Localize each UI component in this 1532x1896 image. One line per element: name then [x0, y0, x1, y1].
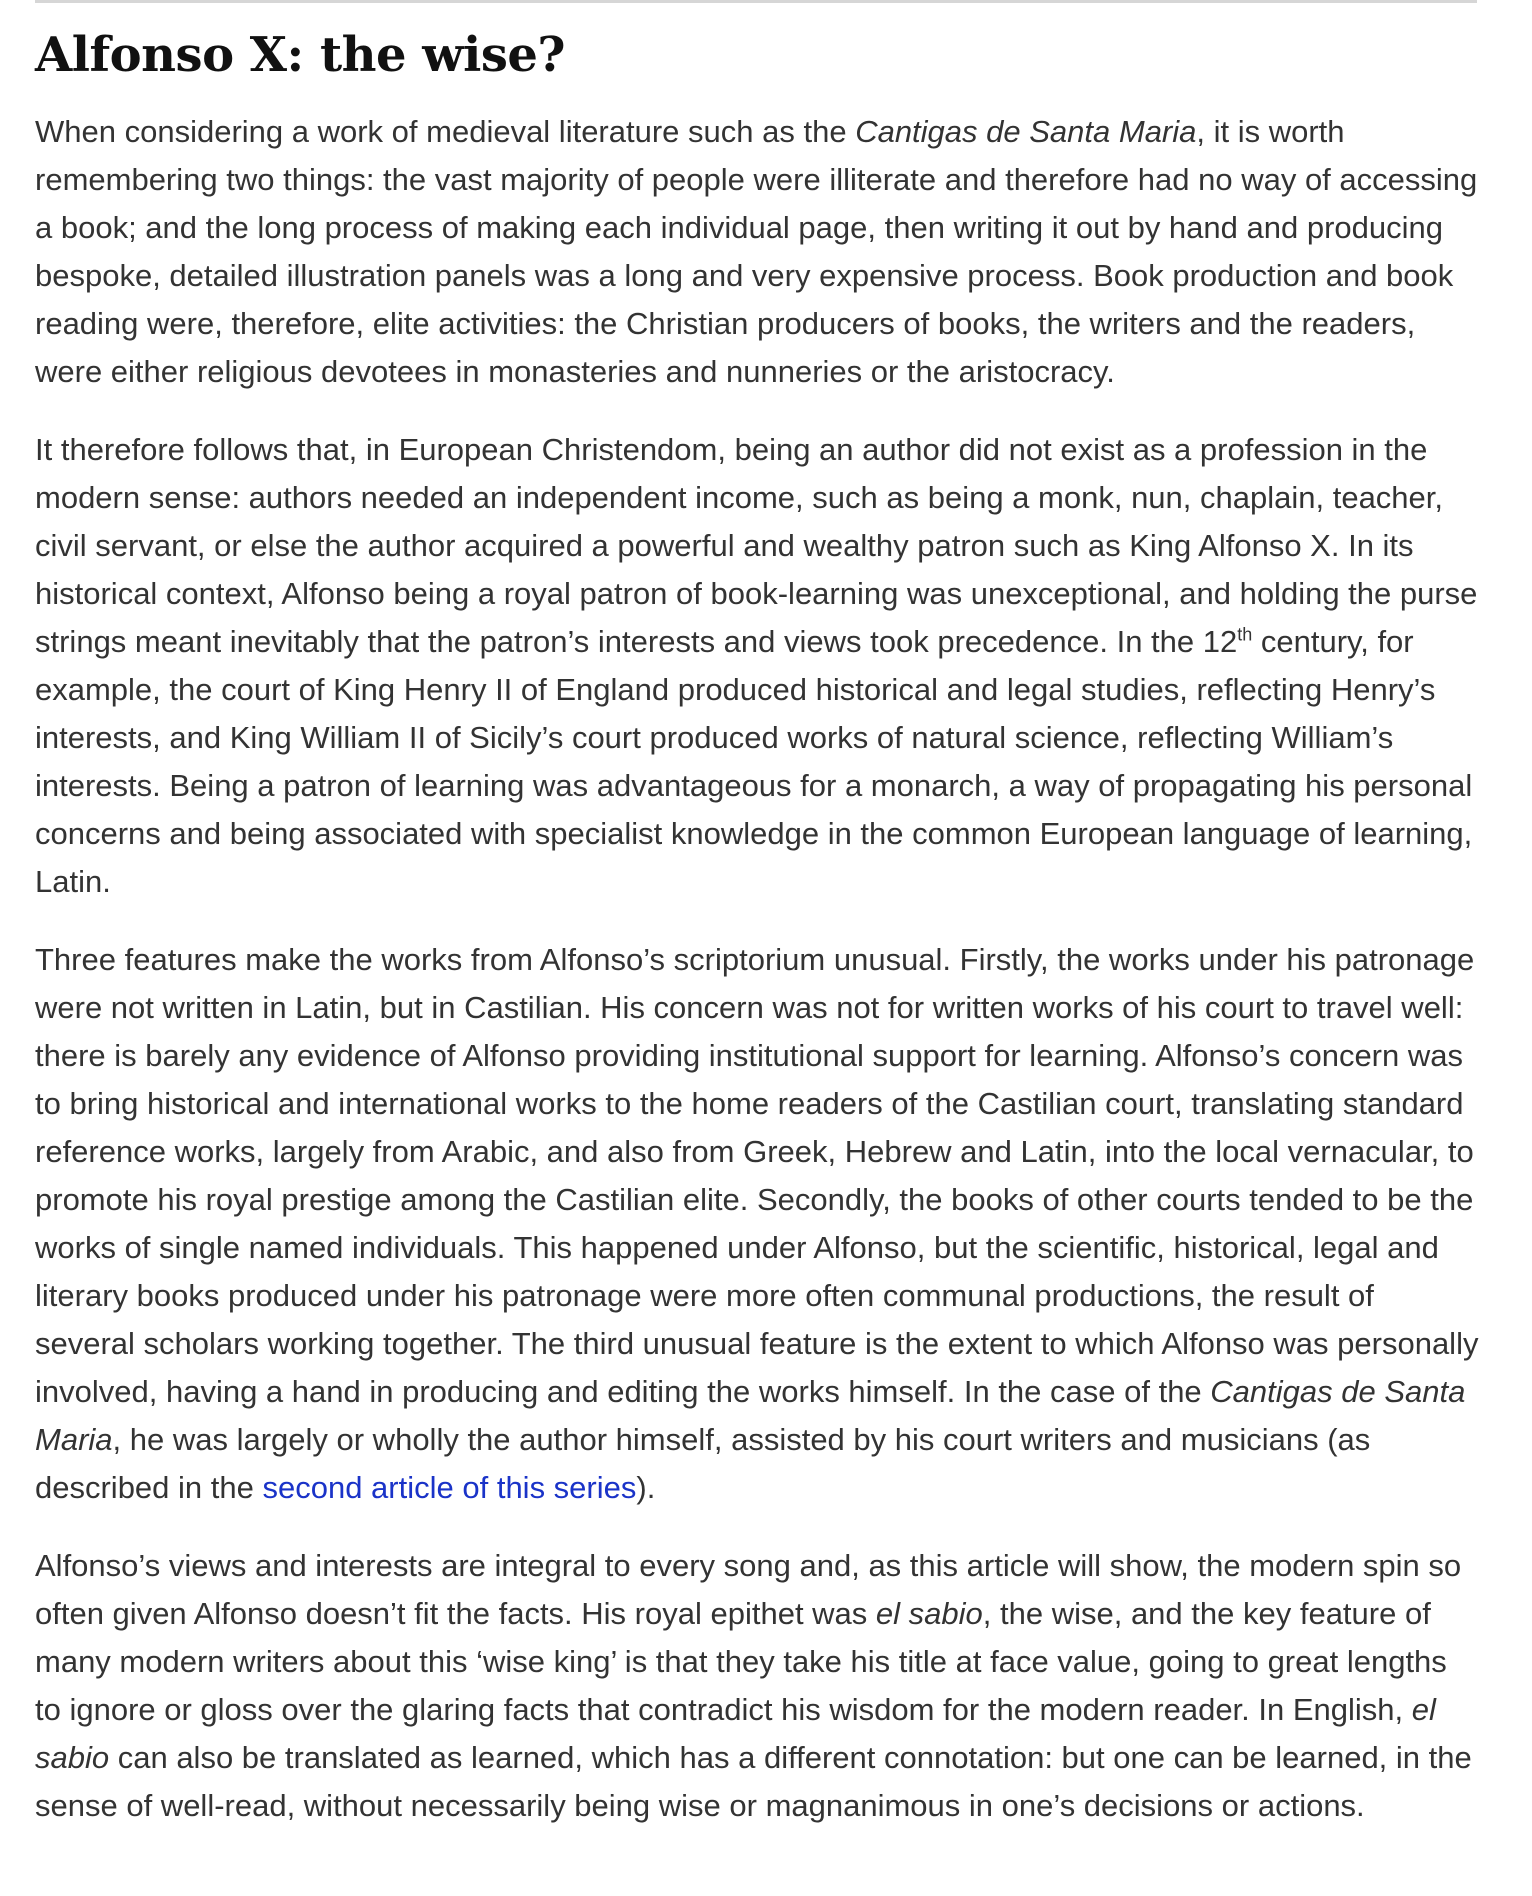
second-article-link[interactable]: second article of this series: [262, 1470, 637, 1505]
p4-text-3: can also be translated as learned, which has a different connotation: but one can be learned, in the sense of well-read, without necessarily being wise or magnanimous in one’s decisions or actions.: [35, 1740, 1472, 1823]
p1-text-1: When considering a work of medieval literature such as the: [35, 114, 856, 149]
p4-italic-epithet-2: el sabio: [35, 1692, 1436, 1775]
p3-text-3: ).: [636, 1470, 656, 1505]
p3-italic-title: Cantigas de Santa Maria: [35, 1374, 1466, 1457]
p2-ordinal-suffix: th: [1237, 624, 1253, 645]
p3-text-1: Three features make the works from Alfonso’s scriptorium unusual. Firstly, the works under his patronage were not written in Latin, but in Castilian. His concern was not for written works of his court to travel well: there is barely any evidence of Alfonso providing institutional support for learning. Alfonso’s concern was to bring historical and international works to the home readers of the Castilian court, translating standard reference works, largely from Arabic, and also from Greek, Hebrew and Latin, into the local vernacular, to promote his royal prestige among the Castilian elite. Secondly, the books of other courts tended to be the works of single named individuals. This happened under Alfonso, but the scientific, historical, legal and literary books produced under his patronage were more often communal productions, the result of several scholars working together. The third unusual feature is the extent to which Alfonso was personally involved, having a hand in producing and editing the works himself. In the case of the: [35, 942, 1479, 1409]
article-body: [35, 24, 1480, 1860]
p3-text-2: , he was largely or wholly the author himself, assisted by his court writers and musicians (as described in the: [35, 1422, 1371, 1505]
p4-text-1: Alfonso’s views and interests are integral to every song and, as this article will show, the modern spin so often given Alfonso doesn’t fit the facts. His royal epithet was: [35, 1548, 1462, 1631]
p1-text-2: , it is worth remembering two things: the vast majority of people were illiterate and therefore had no way of accessing a book; and the long process of making each individual page, then writing it out by hand and producing bespoke, detailed illustration panels was a long and very expensive process. Book production and book reading were, therefore, elite activities: the Christian producers of books, the writers and the readers, were either religious devotees in monasteries and nunneries or the aristocracy.: [35, 114, 1478, 389]
p4-italic-epithet-1: el sabio: [875, 1596, 983, 1631]
p2-text-1: It therefore follows that, in European Christendom, being an author did not exist as a profession in the modern sense: authors needed an independent income, such as being a monk, nun, chaplain, teacher, civil servant, or else the author acquired a powerful and wealthy patron such as King Alfonso X. In its historical context, Alfonso being a royal patron of book-learning was unexceptional, and holding the purse strings meant inevitably that the patron’s interests and views took precedence. In the 12: [35, 432, 1478, 659]
top-divider: [35, 0, 1477, 3]
paragraph-2: [35, 426, 1480, 906]
p2-text-2: century, for example, the court of King Henry II of England produced historical and legal studies, reflecting Henry’s interests, and King William II of Sicily’s court produced works of natural science, reflecting William’s interests. Being a patron of learning was advantageous for a monarch, a way of propagating his personal concerns and being associated with specialist knowledge in the common European language of learning, Latin.: [35, 624, 1473, 899]
paragraph-4: [35, 1542, 1480, 1830]
paragraph-3: [35, 936, 1480, 1512]
paragraph-1: [35, 108, 1480, 396]
p4-text-2: , the wise, and the key feature of many modern writers about this ‘wise king’ is that they take his title at face value, going to great lengths to ignore or gloss over the glaring facts that contradict his wisdom for the modern reader. In English,: [35, 1596, 1447, 1727]
p1-italic-title: Cantigas de Santa Maria: [855, 114, 1197, 149]
article-title: Alfonso X: the wise?: [35, 27, 566, 83]
